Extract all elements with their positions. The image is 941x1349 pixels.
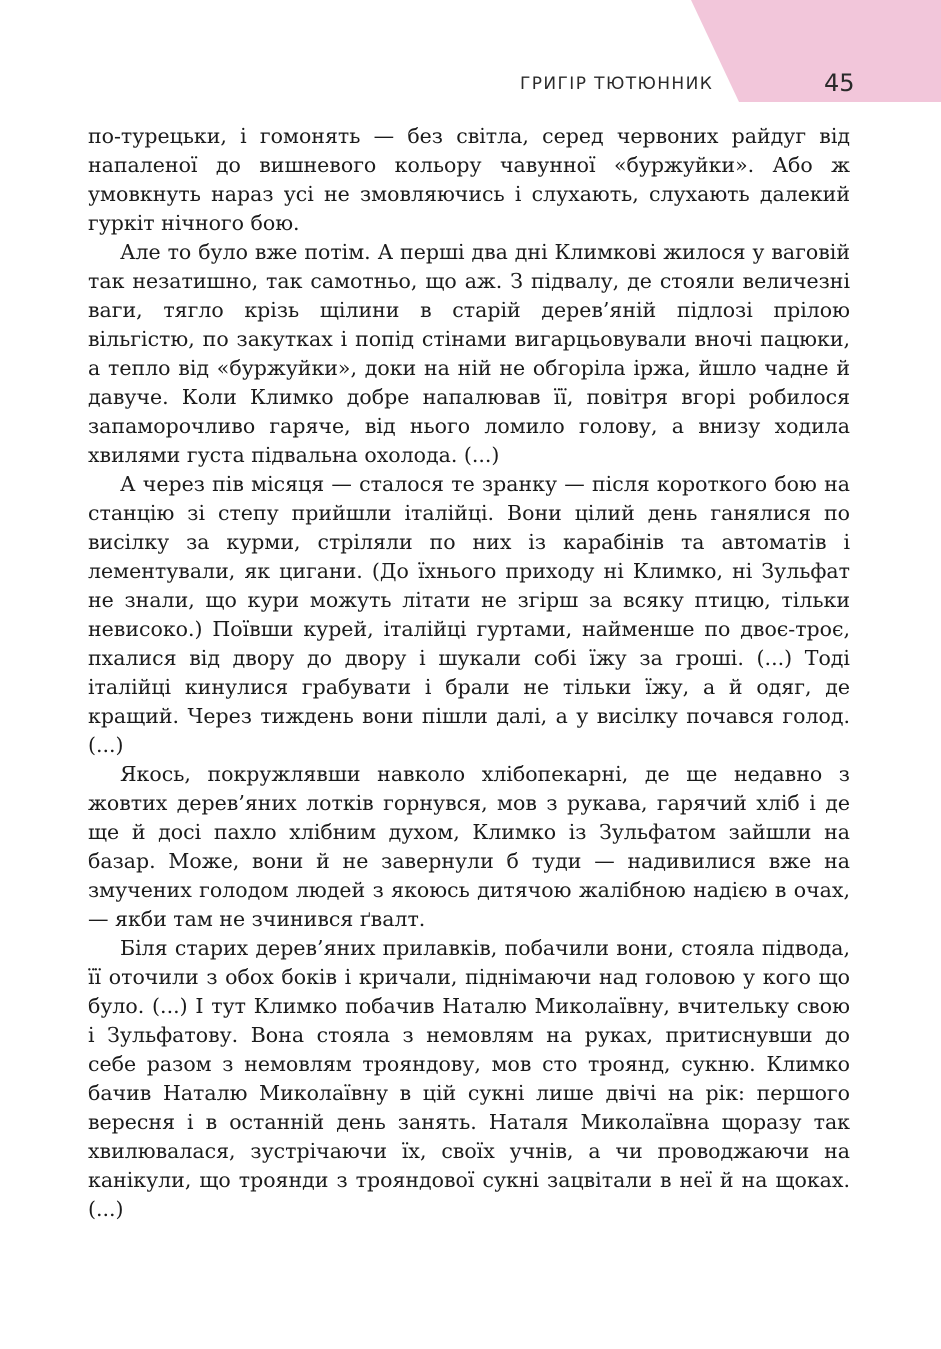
page-number: 45	[824, 69, 855, 97]
paragraph-2: Але то було вже потім. А перші два дні Климкові жилося у ваговій так незатишно, так самотньо, що аж. З підвалу, де стояли величезні ваги, тягло крізь щілини в старій дерев’яній підлозі прілою вільгістю, по закутках і попід стінами вигарцьовували вночі пацюки, а тепло від «буржуйки», доки на ній не обгоріла іржа, йшло чадне й давуче. Коли Климко добре напалював її, повітря вгорі робилося запаморочливо гаряче, від нього ломило голову, а внизу ходила хвилями густа підвальна охолода. (...)	[88, 240, 850, 467]
paragraph-5: Біля старих дерев’яних прилавків, побачили вони, стояла підвода, її оточили з обох боків і кричали, піднімаючи над головою у кого що було. (...) І тут Климко побачив Наталю Миколаївну, вчительку свою і Зульфатову. Вона стояла з немовлям на руках, притиснувши до себе разом з немовлям трояндову, мов сто троянд, сукню. Климко бачив Наталю Миколаївну в цій сукні лише двічі на рік: першого вересня і в останній день занять. Наталя Миколаївна щоразу так хвилювалася, зустрічаючи їх, своїх учнів, а чи проводжаючи на канікули, що троянди з трояндової сукні зацвітали в неї й на щоках. (...)	[88, 936, 850, 1221]
paragraph-1: по-турецьки, і гомонять — без світла, серед червоних райдуг від напаленої до вишневого кольору чавунної «буржуйки». Або ж умовкнуть нараз усі не змовляючись і слухають, слухають далекий гуркіт нічного бою.	[88, 124, 850, 235]
page-corner-tab	[691, 0, 941, 102]
paragraph-4: Якось, покружлявши навколо хлібопекарні, де ще недавно з жовтих дерев’яних лотків горнувся, мов з рукава, гарячий хліб і де ще й досі пахло хлібним духом, Климко із Зульфатом зайшли на базар. Може, вони й не завернули б туди — надивилися вже на змучених голодом людей з якоюсь дитячою жалібною надією в очах, — якби там не зчинився ґвалт.	[88, 762, 850, 931]
running-title: ГРИГІР ТЮТЮННИК	[520, 74, 714, 94]
text-body	[88, 122, 850, 1224]
paragraph-3: А через пів місяця — сталося те зранку — після короткого бою на станцію зі степу прийшли італійці. Вони цілий день ганялися по висілку за курми, стріляли по них із карабінів та автоматів і лементували, як цигани. (До їхнього приходу ні Климко, ні Зульфат не знали, що кури можуть літати не згірш за всяку птицю, тільки невисоко.) Поївши курей, італійці гуртами, найменше по двоє-троє, пхалися від двору до двору і шукали собі їжу за гроші. (...) Тоді італійці кинулися грабувати і брали не тільки їжу, а й одяг, де кращий. Через тиждень вони пішли далі, а у висілку почався голод. (...)	[88, 472, 850, 757]
